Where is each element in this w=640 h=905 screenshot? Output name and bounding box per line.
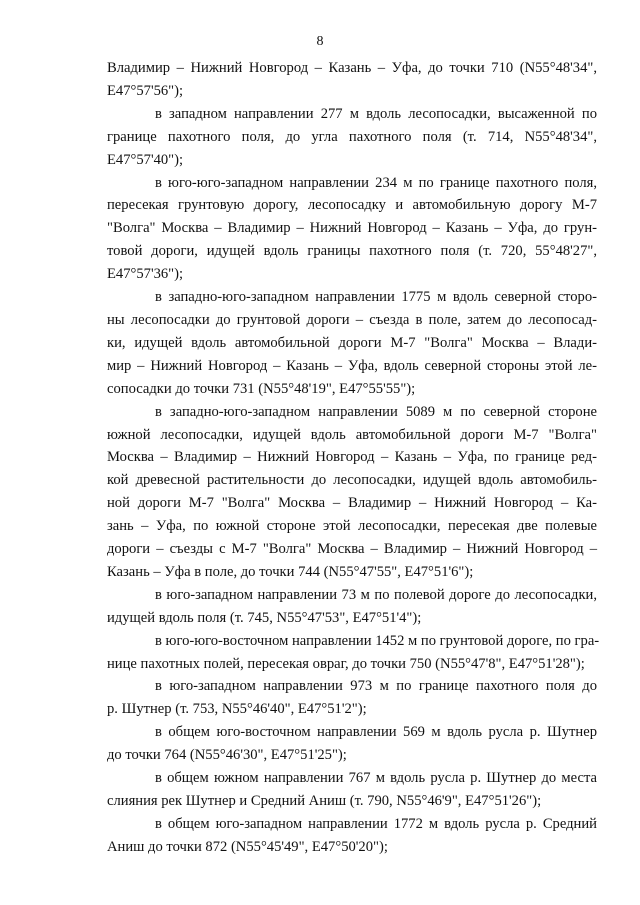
text-line: р. Шутнер (т. 753, N55°46'40", E47°51'2");: [107, 701, 367, 718]
text-line: E47°57'56");: [107, 82, 184, 99]
text-line: Москва – Владимир – Нижний Новгород – Казань – Уфа, по границе ред-: [107, 449, 597, 466]
text-line: в западном направлении 277 м вдоль лесопосадки, высаженной по: [155, 105, 597, 122]
text-line: в юго-западном направлении 73 м по полевой дороге до лесопосадки,: [155, 586, 597, 603]
text-line: ной дороги М-7 "Волга" Москва – Владимир – Нижний Новгород – Ка-: [107, 495, 597, 512]
text-line: мир – Нижний Новгород – Казань – Уфа, вдоль северной стороны этой ле-: [107, 357, 597, 374]
text-line: товой дороги, идущей вдоль границы пахотного поля (т. 720, 55°48'27",: [107, 243, 597, 260]
text-line: "Волга" Москва – Владимир – Нижний Новгород – Казань – Уфа, до грун-: [107, 220, 597, 237]
text-line: слияния рек Шутнер и Средний Аниш (т. 790, N55°46'9", E47°51'26");: [107, 793, 542, 809]
text-line: ны лесопосадки до грунтовой дороги – съезда в поле, затем до лесопосад-: [107, 311, 597, 328]
text-line: в общем юго-западном направлении 1772 м вдоль русла р. Средний: [155, 815, 597, 832]
text-line: Владимир – Нижний Новгород – Казань – Уфа, до точки 710 (N55°48'34",: [107, 60, 597, 76]
text-line: Аниш до точки 872 (N55°45'49", E47°50'20");: [107, 838, 388, 855]
text-line: сопосадки до точки 731 (N55°48'19", E47°55'55");: [107, 380, 416, 397]
text-line: пересекая грунтовую дорогу, лесопосадку и автомобильную дорогу М-7: [107, 197, 597, 214]
text-line: идущей вдоль поля (т. 745, N55°47'53", E47°51'4");: [107, 609, 422, 626]
text-line: в юго-юго-западном направлении 234 м по границе пахотного поля,: [155, 174, 597, 191]
text-line: E47°57'36");: [107, 266, 184, 283]
text-line: до точки 764 (N55°46'30", E47°51'25");: [107, 747, 347, 764]
page-number: 8: [316, 34, 324, 49]
text-line: зань – Уфа, по южной стороне этой лесопосадки, пересекая две полевые: [107, 518, 597, 535]
text-line: в западно-юго-западном направлении 1775 м вдоль северной сторо-: [155, 289, 597, 306]
text-line: в западно-юго-западном направлении 5089 м по северной стороне: [155, 403, 597, 420]
text-line: нице пахотных полей, пересекая овраг, до точки 750 (N55°47'8", E47°51'28");: [107, 655, 585, 672]
text-line: в общем юго-восточном направлении 569 м вдоль русла р. Шутнер: [155, 724, 597, 741]
text-line: в юго-юго-восточном направлении 1452 м по грунтовой дороге, по гра-: [155, 632, 600, 649]
text-line: дороги – съезды с М-7 "Волга" Москва – Владимир – Нижний Новгород –: [107, 541, 597, 558]
text-line: в юго-западном направлении 973 м по границе пахотного поля до: [155, 678, 597, 695]
text-line: границе пахотного поля, до угла пахотного поля (т. 714, N55°48'34",: [107, 128, 597, 145]
text-line: ки, идущей вдоль автомобильной дороги М-7 "Волга" Москва – Влади-: [107, 334, 597, 351]
text-line: Казань – Уфа в поле, до точки 744 (N55°47'55", E47°51'6");: [107, 563, 474, 580]
text-line: южной лесопосадки, идущей вдоль автомобильной дороги М-7 "Волга": [107, 426, 597, 443]
text-line: кой древесной растительности до лесопосадки, идущей вдоль автомобиль-: [107, 472, 597, 489]
body-text: [107, 57, 600, 859]
text-line: в общем южном направлении 767 м вдоль русла р. Шутнер до места: [155, 770, 597, 787]
text-line: E47°57'40");: [107, 151, 184, 168]
